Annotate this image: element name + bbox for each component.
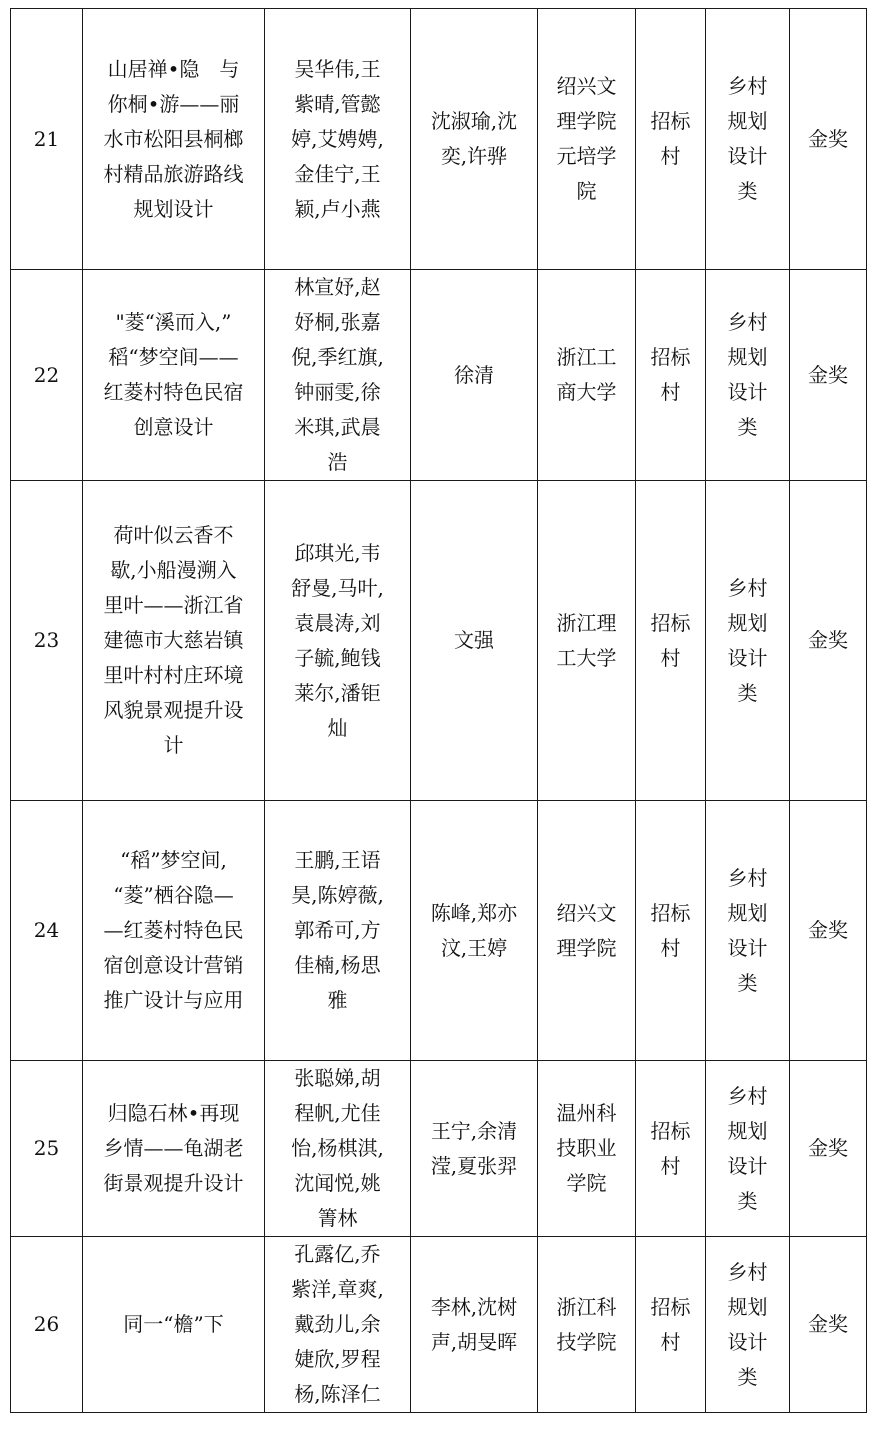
project-title-cell	[83, 9, 265, 270]
award-category-cell	[706, 270, 790, 481]
team-members-cell	[265, 481, 411, 801]
team-members-cell	[265, 1061, 411, 1237]
award-category-cell	[706, 801, 790, 1061]
team-members-cell	[265, 9, 411, 270]
team-members: 王鹏,王语 昊,陈婷薇, 郭希可,方 佳楠,杨思 雅	[291, 848, 384, 1012]
project-title: 山居禅•隐 与 你桐•游——丽 水市松阳县桐榔 村精品旅游路线 规划设计	[103, 56, 244, 221]
entry-number: 25	[33, 1136, 60, 1160]
table-row	[11, 481, 867, 801]
advisors-cell	[411, 1061, 538, 1237]
project-title-cell	[83, 270, 265, 481]
table-body	[11, 9, 867, 1413]
project-title: 归隐石林•再现 乡情——龟湖老 街景观提升设计	[103, 1101, 244, 1195]
school-name-cell	[538, 270, 636, 481]
village-type-cell	[636, 481, 706, 801]
award-level: 金奖	[808, 1312, 848, 1336]
award-level-cell	[790, 270, 867, 481]
advisors-cell	[411, 1237, 538, 1413]
team-members-cell	[265, 270, 411, 481]
village-type: 招标 村	[650, 1294, 691, 1354]
advisors-cell	[411, 481, 538, 801]
entry-number-cell	[11, 270, 83, 481]
award-level: 金奖	[808, 126, 848, 151]
school-name-cell	[538, 801, 636, 1061]
team-members: 张聪娣,胡 程帆,尤佳 怡,杨棋淇, 沈闻悦,姚 箐林	[291, 1066, 384, 1230]
award-level: 金奖	[808, 918, 848, 942]
entry-number-cell	[11, 481, 83, 801]
school-name: 绍兴文 理学院	[556, 900, 617, 960]
team-members-cell	[265, 801, 411, 1061]
entry-number: 26	[33, 1312, 60, 1336]
award-category-cell	[706, 481, 790, 801]
project-title: "菱“溪而入,” 稻“梦空间—— 红菱村特色民宿 创意设计	[103, 310, 244, 439]
advisors: 徐清	[454, 362, 494, 387]
table-row	[11, 270, 867, 481]
village-type-cell	[636, 9, 706, 270]
award-category: 乡村 规划 设计 类	[727, 865, 768, 995]
entry-number-cell	[11, 1061, 83, 1237]
advisors-cell	[411, 270, 538, 481]
village-type-cell	[636, 1237, 706, 1413]
village-type: 招标 村	[650, 900, 691, 960]
award-level: 金奖	[808, 628, 848, 652]
team-members: 邱琪光,韦 舒曼,马叶, 袁晨涛,刘 子毓,鲍钱 莱尔,潘钜 灿	[291, 540, 384, 740]
award-category-cell	[706, 1237, 790, 1413]
award-level: 金奖	[808, 362, 848, 387]
entry-number: 23	[33, 628, 60, 652]
village-type-cell	[636, 270, 706, 481]
entry-number: 21	[33, 126, 60, 151]
project-title: “稻”梦空间, “菱”栖谷隐— —红菱村特色民 宿创意设计营销 推广设计与应用	[103, 848, 244, 1012]
advisors: 李林,沈树 声,胡旻晖	[430, 1294, 518, 1354]
entry-number: 24	[33, 918, 60, 942]
award-level-cell	[790, 1237, 867, 1413]
village-type: 招标 村	[650, 1118, 691, 1178]
advisors: 沈淑瑜,沈 奕,许骅	[430, 109, 518, 168]
table-row	[11, 9, 867, 270]
award-level: 金奖	[808, 1136, 848, 1160]
school-name: 绍兴文 理学院 元培学 院	[556, 74, 617, 203]
project-title-cell	[83, 481, 265, 801]
awards-table	[10, 8, 867, 1413]
entry-number: 22	[33, 362, 60, 387]
table-row	[11, 1061, 867, 1237]
village-type-cell	[636, 801, 706, 1061]
award-category-cell	[706, 9, 790, 270]
village-type: 招标 村	[650, 109, 691, 168]
entry-number-cell	[11, 9, 83, 270]
award-level-cell	[790, 1061, 867, 1237]
award-level-cell	[790, 9, 867, 270]
project-title-cell	[83, 801, 265, 1061]
award-category: 乡村 规划 设计 类	[727, 74, 768, 203]
entry-number-cell	[11, 1237, 83, 1413]
advisors: 王宁,余清 滢,夏张羿	[430, 1118, 518, 1178]
advisors: 文强	[454, 628, 494, 652]
project-title: 荷叶似云香不 歇,小船漫溯入 里叶——浙江省 建德市大慈岩镇 里叶村村庄环境 风貌景观提升设 计	[103, 523, 244, 757]
school-name-cell	[538, 1237, 636, 1413]
village-type: 招标 村	[650, 345, 691, 404]
advisors-cell	[411, 9, 538, 270]
advisors-cell	[411, 801, 538, 1061]
table-row	[11, 1237, 867, 1413]
award-category: 乡村 规划 设计 类	[727, 1259, 768, 1389]
award-level-cell	[790, 801, 867, 1061]
project-title-cell	[83, 1237, 265, 1413]
school-name: 浙江科 技学院	[556, 1294, 617, 1354]
school-name-cell	[538, 9, 636, 270]
team-members: 孔露亿,乔 紫洋,章爽, 戴劲儿,余 婕欣,罗程 杨,陈泽仁	[291, 1242, 384, 1406]
award-level-cell	[790, 481, 867, 801]
project-title-cell	[83, 1061, 265, 1237]
team-members-cell	[265, 1237, 411, 1413]
village-type-cell	[636, 1061, 706, 1237]
team-members: 林宣妤,赵 妤桐,张嘉 倪,季红旗, 钟丽雯,徐 米琪,武晨 浩	[291, 275, 384, 474]
project-title: 同一“檐”下	[123, 1312, 224, 1336]
table-row	[11, 801, 867, 1061]
award-category: 乡村 规划 设计 类	[727, 575, 768, 705]
school-name-cell	[538, 481, 636, 801]
advisors: 陈峰,郑亦 汶,王婷	[430, 900, 518, 960]
award-category-cell	[706, 1061, 790, 1237]
school-name: 浙江工 商大学	[556, 345, 617, 404]
school-name-cell	[538, 1061, 636, 1237]
school-name: 浙江理 工大学	[556, 610, 617, 670]
award-category: 乡村 规划 设计 类	[727, 310, 768, 439]
school-name: 温州科 技职业 学院	[556, 1101, 617, 1195]
award-category: 乡村 规划 设计 类	[727, 1083, 768, 1213]
team-members: 吴华伟,王 紫晴,管懿 婷,艾娉娉, 金佳宁,王 颖,卢小燕	[291, 56, 384, 221]
entry-number-cell	[11, 801, 83, 1061]
village-type: 招标 村	[650, 610, 691, 670]
